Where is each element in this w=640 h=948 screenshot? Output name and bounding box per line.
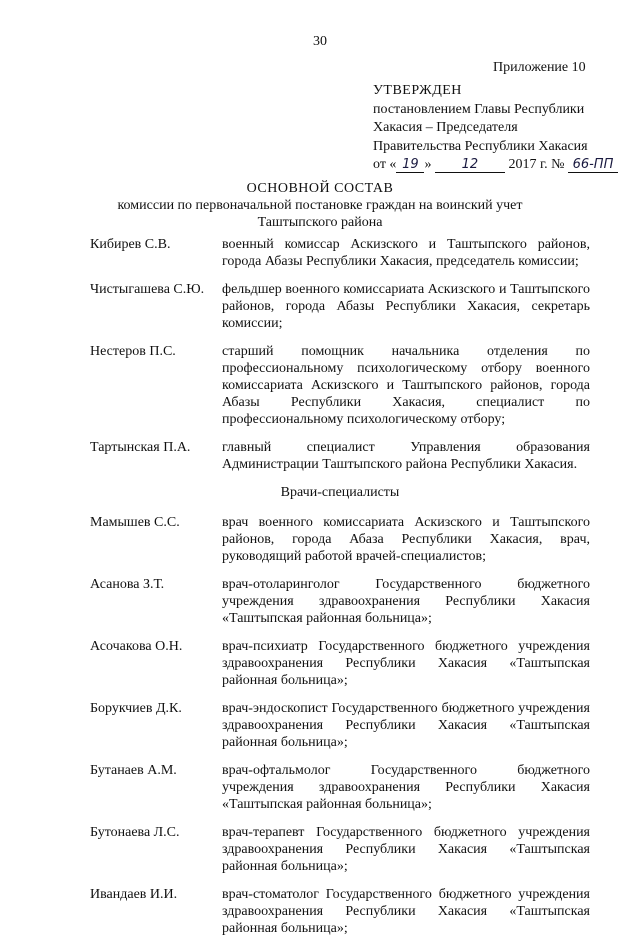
doctor-role: врач-офтальмолог Государственного бюджетного учреждения здравоохранения Республики Хакасия «Таштыпская районная больница»; <box>222 763 590 812</box>
title-main: ОСНОВНОЙ СОСТАВ <box>246 181 394 196</box>
date-prefix: от « <box>373 157 397 172</box>
approval-line-3: Правительства Республики Хакасия <box>373 138 588 154</box>
doctor-row <box>90 576 590 627</box>
title-sub-1: комиссии по первоначальной постановке граждан на воинский учет <box>117 198 523 213</box>
date-day-handwritten: 19 <box>396 158 424 173</box>
doctor-row <box>90 700 590 751</box>
section-title: Врачи-специалисты <box>280 485 400 500</box>
date-year: 2017 г. № <box>508 157 565 172</box>
approval-head: УТВЕРЖДЕН <box>373 83 462 98</box>
decree-number-handwritten: 66-ПП <box>568 158 618 173</box>
member-row <box>90 439 590 473</box>
doctor-row <box>90 638 590 689</box>
title-sub-2: Таштыпского района <box>257 215 383 230</box>
approval-line-2: Хакасия – Председателя <box>373 120 518 135</box>
approval-block <box>373 82 618 175</box>
doctor-row <box>90 514 590 565</box>
doctor-name: Бутонаева Л.С. <box>90 825 180 840</box>
doctor-role: врач-психиатр Государственного бюджетного учреждения здравоохранения Республики Хакасия «Таштыпская районная больница»; <box>222 639 590 688</box>
doctor-row <box>90 886 590 937</box>
member-name: Тартынская П.А. <box>90 440 191 455</box>
doctor-role: врач-терапевт Государственного бюджетного учреждения здравоохранения Республики Хакасия «Таштыпская районная больница»; <box>222 825 590 874</box>
members-list <box>90 236 590 948</box>
date-separator: » <box>424 157 432 172</box>
approval-line-1: постановлением Главы Республики <box>373 101 585 117</box>
doctor-name: Асанова З.Т. <box>90 577 165 592</box>
member-name: Нестеров П.С. <box>90 344 176 359</box>
member-row <box>90 236 590 270</box>
member-name: Кибирев С.В. <box>90 237 171 252</box>
member-role: главный специалист Управления образования Администрации Таштыпского района Республики Хакасия. <box>222 440 590 472</box>
doctor-name: Борукчиев Д.К. <box>90 701 182 716</box>
doctor-row <box>90 824 590 875</box>
approval-date-line <box>373 156 618 175</box>
doctor-role: врач-отоларинголог Государственного бюджетного учреждения здравоохранения Республики Хакасия «Таштыпская районная больница»; <box>222 577 590 626</box>
doctor-role: врач военного комиссариата Аскизского и Таштыпского районов, города Абаза Республики Хакасия, врач, руководящий работой врачей-специалистов; <box>222 515 590 564</box>
member-row <box>90 281 590 332</box>
page-number: 30 <box>313 34 327 49</box>
member-row <box>90 343 590 428</box>
doctor-name: Мамышев С.С. <box>90 515 180 530</box>
member-role: старший помощник начальника отделения по профессиональному психологическому отбору военного комиссариата Аскизского и Таштыпского районов, города Абазы Республики Хакасия, специалист по профессиональному психологическому отбору; <box>222 344 590 427</box>
title-block <box>0 180 640 231</box>
member-role: фельдшер военного комиссариата Аскизского и Таштыпского районов, города Абазы Республики Хакасия, секретарь комиссии; <box>222 282 590 331</box>
doctor-row <box>90 762 590 813</box>
member-name: Чистыгашева С.Ю. <box>90 282 205 297</box>
doctor-role: врач-эндоскопист Государственного бюджетного учреждения здравоохранения Республики Хакасия «Таштыпская районная больница»; <box>222 701 590 750</box>
doctor-name: Асочакова О.Н. <box>90 639 183 654</box>
doctor-name: Бутанаев А.М. <box>90 763 177 778</box>
doctor-role: врач-стоматолог Государственного бюджетного учреждения здравоохранения Республики Хакасия «Таштыпская районная больница»; <box>222 887 590 936</box>
doctor-name: Ивандаев И.И. <box>90 887 178 902</box>
member-role: военный комиссар Аскизского и Таштыпского районов, города Абазы Республики Хакасия, председатель комиссии; <box>222 237 590 269</box>
date-month-handwritten: 12 <box>435 158 505 173</box>
appendix-label: Приложение 10 <box>493 60 586 75</box>
